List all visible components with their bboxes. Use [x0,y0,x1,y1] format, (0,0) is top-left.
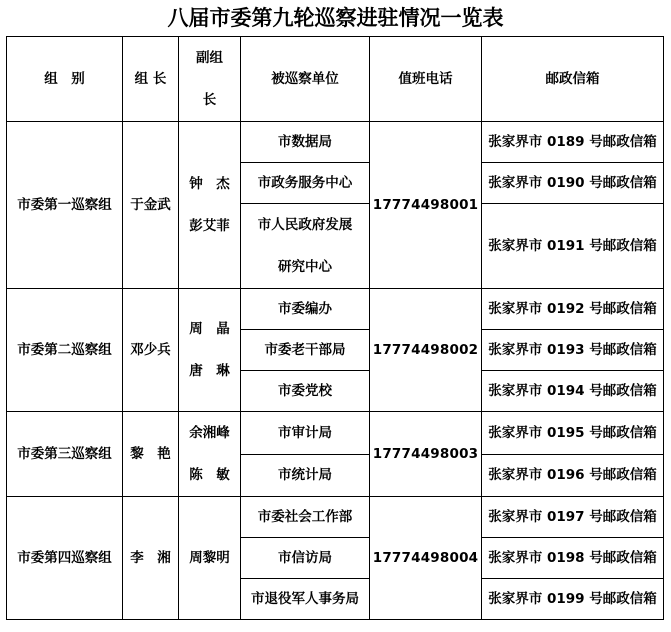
duty-phone: 17774498001 [370,122,482,289]
group-name: 市委第三巡察组 [7,412,123,497]
inspected-unit: 市委社会工作部 [241,497,370,538]
duty-phone: 17774498002 [370,289,482,412]
inspected-unit: 市数据局 [241,122,370,163]
group-deputies [179,122,241,289]
inspected-unit: 市退役军人事务局 [241,579,370,620]
inspected-unit: 市审计局 [241,412,370,455]
deputy-name: 唐 琳 [189,363,230,379]
inspected-unit: 市政务服务中心 [241,163,370,204]
inspected-unit: 市委老干部局 [241,330,370,371]
header-deputy [179,37,241,122]
group-name: 市委第一巡察组 [7,122,123,289]
inspected-unit-line2: 研究中心 [278,259,332,275]
mailbox: 张家界市 0199 号邮政信箱 [482,579,664,620]
group-leader: 李 湘 [123,497,179,620]
table-row [7,497,664,538]
table-row [7,412,664,455]
deputy-name: 钟 杰 [189,176,230,192]
deputy-name: 周黎明 [189,550,230,566]
inspected-unit [241,204,370,289]
duty-phone: 17774498004 [370,497,482,620]
group-leader: 邓少兵 [123,289,179,412]
duty-phone: 17774498003 [370,412,482,497]
mailbox: 张家界市 0194 号邮政信箱 [482,371,664,412]
deputy-name: 彭艾菲 [189,218,230,234]
group-name: 市委第四巡察组 [7,497,123,620]
inspected-unit: 市统计局 [241,454,370,497]
group-name: 市委第二巡察组 [7,289,123,412]
mailbox: 张家界市 0193 号邮政信箱 [482,330,664,371]
inspected-unit-line1: 市人民政府发展 [257,217,353,233]
deputy-name: 陈 敏 [189,467,230,483]
deputy-name: 周 晶 [189,321,230,337]
table-row [7,122,664,163]
inspected-unit: 市委编办 [241,289,370,330]
deputy-name: 余湘峰 [189,425,230,441]
header-row [7,37,664,122]
header-units: 被巡察单位 [241,37,370,122]
inspected-unit: 市委党校 [241,371,370,412]
mailbox: 张家界市 0191 号邮政信箱 [482,204,664,289]
header-group: 组 别 [7,37,123,122]
mailbox: 张家界市 0197 号邮政信箱 [482,497,664,538]
mailbox: 张家界市 0190 号邮政信箱 [482,163,664,204]
header-phone: 值班电话 [370,37,482,122]
mailbox: 张家界市 0189 号邮政信箱 [482,122,664,163]
mailbox: 张家界市 0198 号邮政信箱 [482,538,664,579]
inspection-table [6,36,664,620]
header-leader: 组 长 [123,37,179,122]
header-deputy-line2: 长 [202,92,217,108]
group-deputies [179,289,241,412]
header-mailbox: 邮政信箱 [482,37,664,122]
group-leader: 于金武 [123,122,179,289]
group-leader: 黎 艳 [123,412,179,497]
group-deputies [179,412,241,497]
inspected-unit: 市信访局 [241,538,370,579]
mailbox: 张家界市 0195 号邮政信箱 [482,412,664,455]
mailbox: 张家界市 0192 号邮政信箱 [482,289,664,330]
document-title: 八届市委第九轮巡察进驻情况一览表 [167,5,504,30]
mailbox: 张家界市 0196 号邮政信箱 [482,454,664,497]
header-deputy-line1: 副组 [196,50,223,66]
table-row [7,289,664,330]
group-deputies [179,497,241,620]
